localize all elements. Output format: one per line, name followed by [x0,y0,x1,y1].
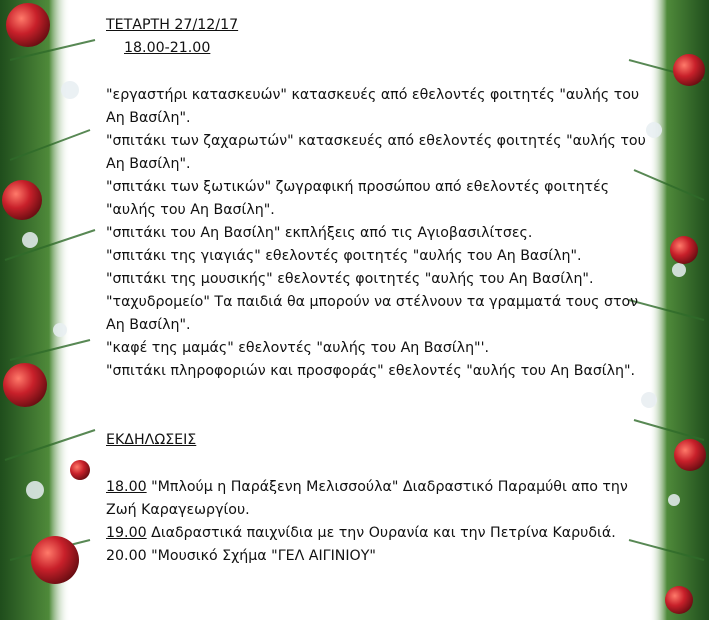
event-time: 19.00 [106,525,147,541]
event-description: "Μπλούμ η Παράξενη Μελισσούλα" Διαδραστικό Παραμύθι απο την Ζωή Καραγεωργίου. [106,479,628,518]
event-item [106,476,646,522]
program-content [106,14,646,568]
event-time-range: 18.00-21.00 [124,40,211,56]
activity-item: "σπιτάκι των ζαχαρωτών" κατασκευές από εθελοντές φοιτητές "αυλής του Αη Βασίλη". [106,133,646,172]
activities-list [106,84,646,383]
activity-item: "σπιτάκι πληροφοριών και προσφοράς" εθελοντές "αυλής του Αη Βασίλη". [106,363,636,379]
christmas-garland-left [0,0,100,620]
garland-left-illustration [0,0,100,620]
activity-item: "ταχυδρομείο" Τα παιδιά θα μπορούν να στέλνουν τα γραμματά τους στον Αη Βασίλη". [106,294,639,333]
activity-item: "σπιτάκι των ξωτικών" ζωγραφική προσώπου από εθελοντές φοιτητές "αυλής του Αη Βασίλη". [106,179,610,218]
activity-item: "καφέ της μαμάς" εθελοντές "αυλής του Αη Βασίλη"'. [106,340,489,356]
event-date: ΤΕΤΑΡΤΗ 27/12/17 [106,17,239,33]
event-item [106,522,646,545]
activity-item: "σπιτάκι της γιαγιάς" εθελοντές φοιτητές "αυλής του Αη Βασίλη". [106,248,582,264]
event-item [106,545,646,568]
events-heading: ΕΚΔΗΛΩΣΕΙΣ [106,432,197,448]
event-time: 20.00 [106,548,147,564]
event-description: Διαδραστικά παιχνίδια με την Ουρανία και την Πετρίνα Καρυδιά. [146,525,616,541]
events-list [106,476,646,568]
activity-item: "σπιτάκι της μουσικής" εθελοντές φοιτητές "αυλής του Αη Βασίλη". [106,271,594,287]
event-description: "Μουσικό Σχήμα "ΓΕΛ ΑΙΓΙΝΙΟΥ" [146,548,376,564]
activity-item: "σπιτάκι του Αη Βασίλη" εκπλήξεις από τις Αγιοβασιλίτσες. [106,225,533,241]
activity-item: "εργαστήρι κατασκευών" κατασκευές από εθελοντές φοιτητές "αυλής του Αη Βασίλη". [106,87,640,126]
event-time: 18.00 [106,479,147,495]
